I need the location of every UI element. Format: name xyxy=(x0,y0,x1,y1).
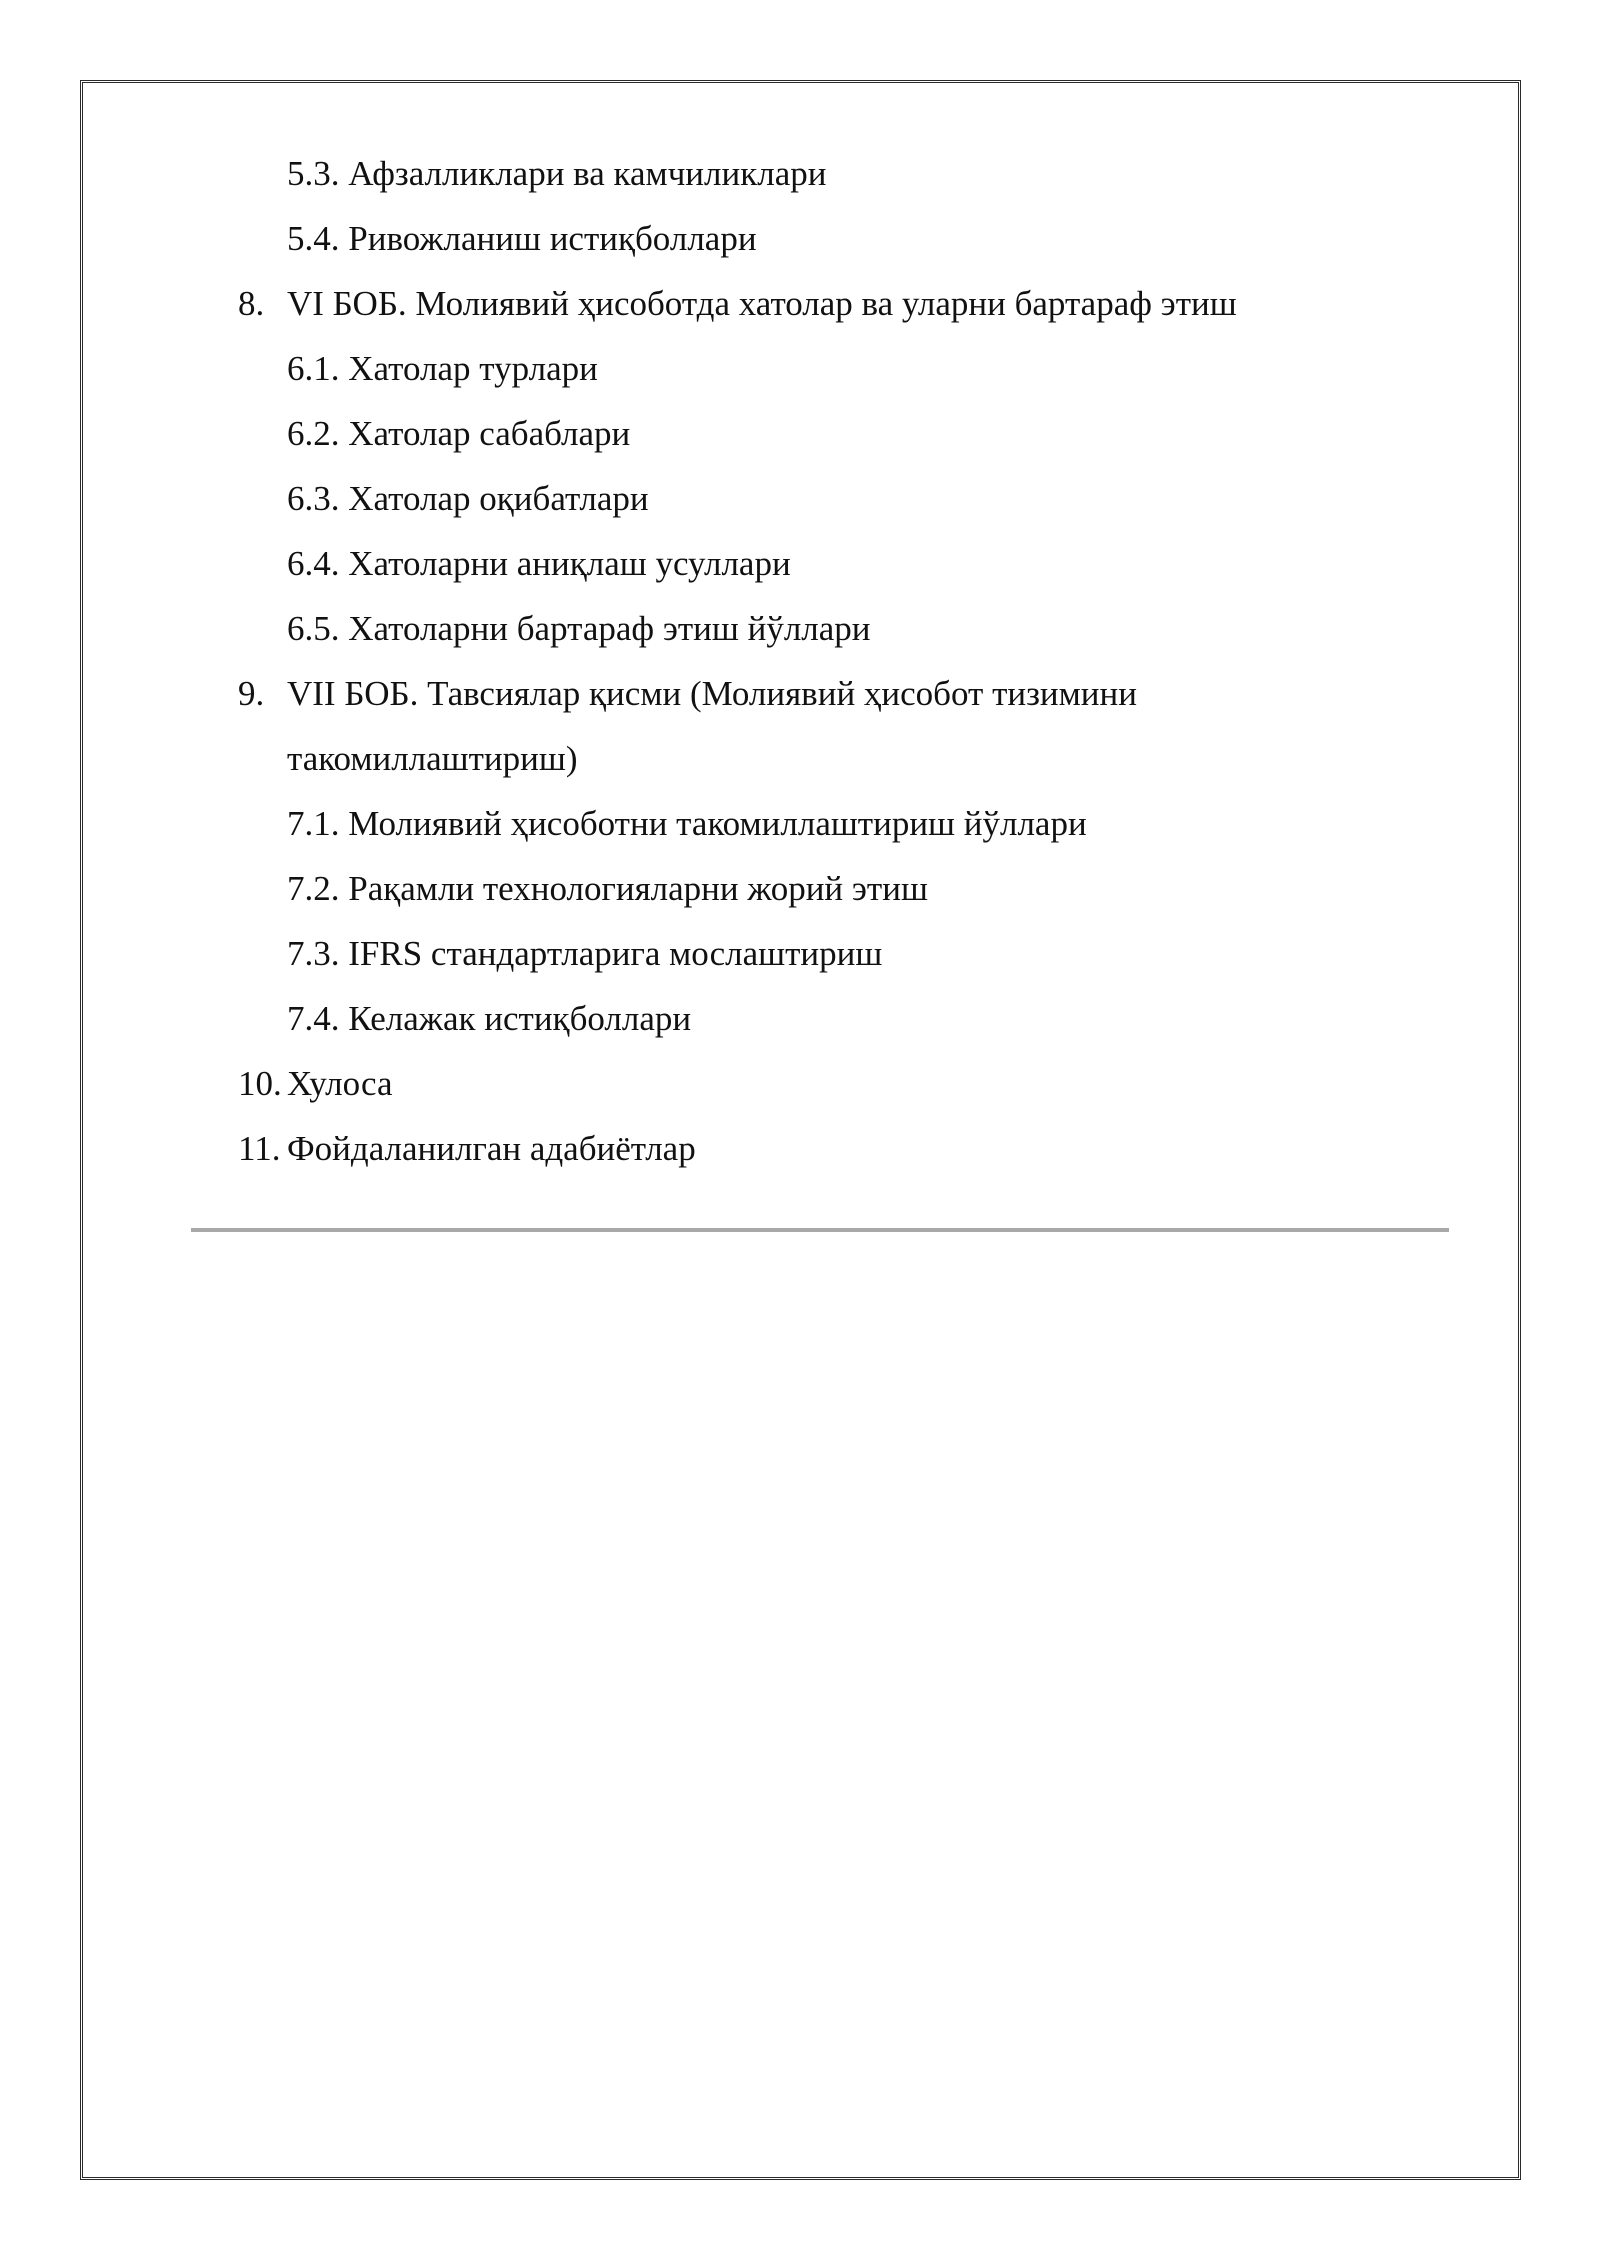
toc-item-number: 9. xyxy=(238,674,265,713)
toc-item-text: 5.4. Ривожланиш истиқболлари xyxy=(287,219,757,258)
toc-item-text: VI БОБ. Молиявий ҳисоботда хатолар ва уларни бартараф этиш xyxy=(287,284,1237,323)
toc-item-text: VII БОБ. Тавсиялар қисми (Молиявий ҳисобот тизимини xyxy=(287,674,1137,713)
toc-item-text: 6.5. Хатоларни бартараф этиш йўллари xyxy=(287,609,871,648)
toc-item-number: 10. xyxy=(238,1064,282,1103)
toc-item-text: 7.1. Молиявий ҳисоботни такомиллаштириш йўллари xyxy=(287,804,1087,843)
toc-item-text: 7.4. Келажак истиқболлари xyxy=(287,999,692,1038)
toc-item-text: Фойдаланилган адабиётлар xyxy=(287,1129,696,1168)
horizontal-divider xyxy=(191,1228,1449,1232)
toc-item-number: 8. xyxy=(238,284,265,323)
toc-item-text: такомиллаштириш) xyxy=(287,739,578,778)
toc-item-text: 7.2. Рақамли технологияларни жорий этиш xyxy=(287,869,928,908)
toc-item-text: 6.2. Хатолар сабаблари xyxy=(287,414,631,453)
toc-item-text: 6.4. Хатоларни аниқлаш усуллари xyxy=(287,544,791,583)
toc-item-text: 6.1. Хатолар турлари xyxy=(287,349,598,388)
toc-item-text: 6.3. Хатолар оқибатлари xyxy=(287,479,649,518)
toc-item-text: 5.3. Афзалликлари ва камчиликлари xyxy=(287,154,827,193)
toc-item-text: Хулоса xyxy=(287,1064,393,1103)
toc-item-number: 11. xyxy=(238,1129,281,1168)
toc-item-text: 7.3. IFRS стандартларига мослаштириш xyxy=(287,934,883,973)
